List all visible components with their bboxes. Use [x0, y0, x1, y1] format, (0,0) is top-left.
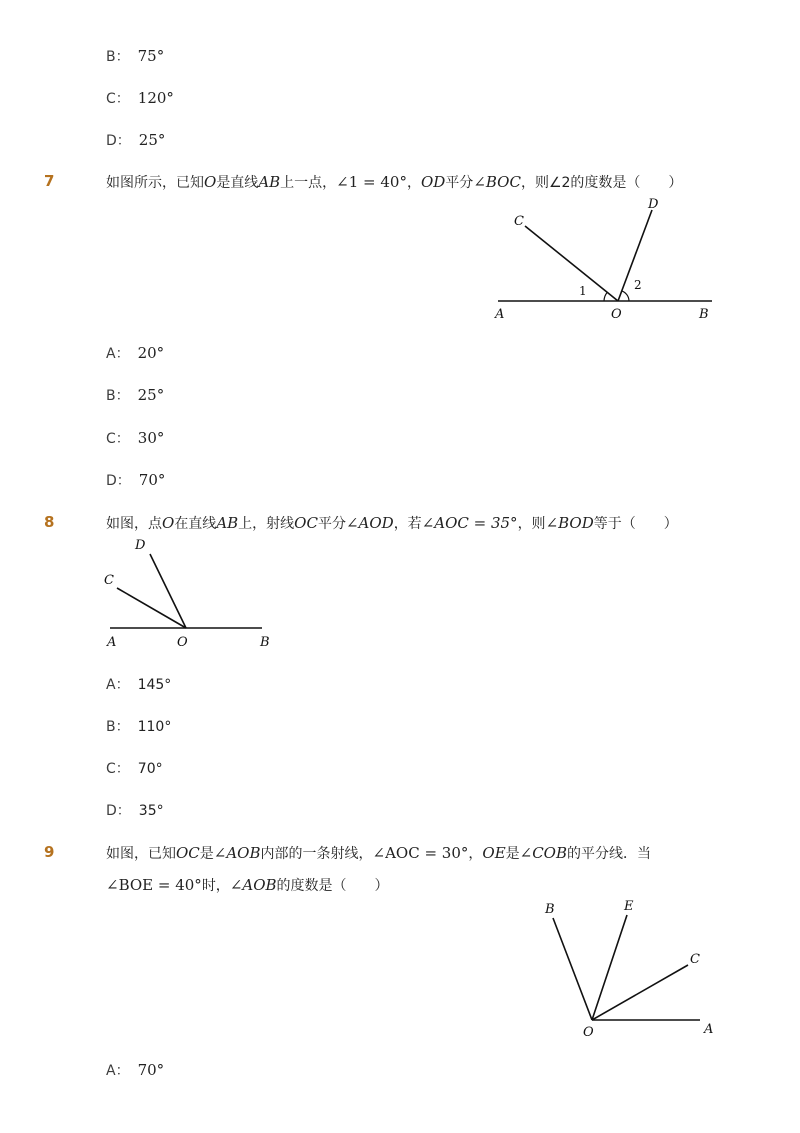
label-b: B	[545, 902, 555, 917]
question-text	[106, 513, 678, 533]
label-2: 2	[634, 278, 642, 292]
option-a[interactable]	[106, 674, 171, 694]
math-segment: ∠AOC = 35°	[421, 514, 518, 532]
text-segment: 平分	[317, 516, 346, 532]
option-label: C：	[106, 91, 130, 107]
option-d-prev[interactable]	[106, 130, 165, 150]
option-value: 25°	[138, 131, 166, 149]
angle-2-arc	[622, 291, 629, 301]
math-segment: OC	[176, 844, 200, 862]
label-1: 1	[579, 284, 587, 298]
math-segment: ∠AOD	[345, 514, 394, 532]
option-label: B：	[106, 388, 130, 404]
math-segment: ∠AOC = 30°	[372, 844, 469, 862]
option-label: B：	[106, 719, 130, 735]
option-value: 25°	[137, 386, 165, 404]
text-segment: ，	[468, 846, 483, 862]
text-segment: ，则∠2的度数是（ ）	[520, 175, 683, 191]
option-value: 20°	[137, 344, 165, 362]
label-o: O	[583, 1025, 594, 1040]
text-segment: ，若	[393, 516, 422, 532]
option-label: B：	[106, 49, 130, 65]
option-a[interactable]	[106, 1060, 164, 1080]
text-segment: ，则	[517, 516, 546, 532]
label-e: E	[624, 899, 634, 914]
math-segment: ∠1 = 40°	[336, 173, 407, 191]
option-label: A：	[106, 677, 130, 693]
option-d[interactable]	[106, 800, 164, 820]
math-segment: ∠BOC	[473, 173, 521, 191]
option-d[interactable]	[106, 470, 165, 490]
math-segment: AB	[258, 173, 281, 191]
question-number: 8	[44, 513, 55, 531]
option-value: 70°	[137, 761, 163, 777]
ray-ob	[553, 918, 592, 1020]
text-segment: 如图，已知	[106, 846, 176, 862]
math-segment: ∠BOD	[545, 514, 594, 532]
option-value: 110°	[137, 719, 172, 735]
math-segment: OD	[420, 173, 446, 191]
math-segment: O	[162, 514, 175, 532]
text-segment: 是	[505, 846, 520, 862]
angle-1-arc	[604, 292, 607, 301]
math-segment: ∠BOE = 40°	[106, 876, 202, 894]
label-o: O	[611, 307, 622, 322]
text-segment: 等于（ ）	[593, 516, 678, 532]
option-label: C：	[106, 761, 130, 777]
label-a: A	[495, 307, 505, 322]
label-a: A	[704, 1022, 714, 1037]
text-segment: 是	[199, 846, 214, 862]
text-segment: 内部的一条射线，	[260, 846, 373, 862]
math-segment: ∠COB	[519, 844, 568, 862]
q7-figure	[490, 192, 720, 327]
option-a[interactable]	[106, 343, 164, 363]
text-segment: 上一点，	[280, 175, 337, 191]
text-segment: 的度数是（ ）	[276, 878, 389, 894]
math-segment: AB	[216, 514, 239, 532]
label-c: C	[104, 573, 114, 588]
option-c[interactable]	[106, 428, 164, 448]
question-number: 9	[44, 843, 55, 861]
option-c[interactable]	[106, 758, 163, 778]
option-value: 35°	[138, 803, 164, 819]
option-b[interactable]	[106, 385, 164, 405]
option-value: 70°	[137, 1061, 165, 1079]
math-segment: OC	[294, 514, 318, 532]
ray-oe	[592, 915, 627, 1020]
text-segment: 上，射线	[238, 516, 295, 532]
question-text-line-2	[106, 875, 389, 895]
label-d: D	[648, 197, 659, 212]
option-value: 120°	[137, 89, 174, 107]
option-value: 30°	[137, 429, 165, 447]
q9-figure	[530, 893, 730, 1043]
q8-figure	[100, 532, 280, 652]
math-segment: O	[204, 173, 217, 191]
text-segment: 如图，点	[106, 516, 162, 532]
text-segment: 如图所示，已知	[106, 175, 204, 191]
label-c: C	[690, 952, 700, 967]
text-segment: 的平分线．当	[567, 846, 652, 862]
label-b: B	[699, 307, 709, 322]
label-c: C	[514, 214, 524, 229]
option-value: 145°	[137, 677, 172, 693]
text-segment: 时，	[201, 878, 230, 894]
label-b: B	[260, 635, 270, 650]
text-segment: 是直线	[216, 175, 259, 191]
text-segment: 在直线	[174, 516, 217, 532]
option-label: D：	[106, 133, 131, 149]
math-segment: OE	[482, 844, 506, 862]
label-d: D	[135, 538, 146, 553]
question-text	[106, 172, 682, 192]
option-b[interactable]	[106, 716, 171, 736]
ray-oc	[525, 226, 618, 301]
option-label: A：	[106, 346, 130, 362]
text-segment: ，	[406, 175, 421, 191]
option-label: C：	[106, 431, 130, 447]
option-c-prev[interactable]	[106, 88, 174, 108]
question-number: 7	[44, 172, 55, 190]
ray-oc	[592, 965, 688, 1020]
label-o: O	[177, 635, 188, 650]
math-segment: ∠AOB	[213, 844, 261, 862]
question-text-line-1	[106, 843, 651, 863]
label-a: A	[107, 635, 117, 650]
option-label: D：	[106, 473, 131, 489]
option-value: 70°	[138, 471, 166, 489]
option-label: D：	[106, 803, 131, 819]
option-value: 75°	[137, 47, 165, 65]
math-segment: ∠AOB	[229, 876, 277, 894]
option-b-prev[interactable]	[106, 46, 164, 66]
option-label: A：	[106, 1063, 130, 1079]
text-segment: 平分	[445, 175, 474, 191]
